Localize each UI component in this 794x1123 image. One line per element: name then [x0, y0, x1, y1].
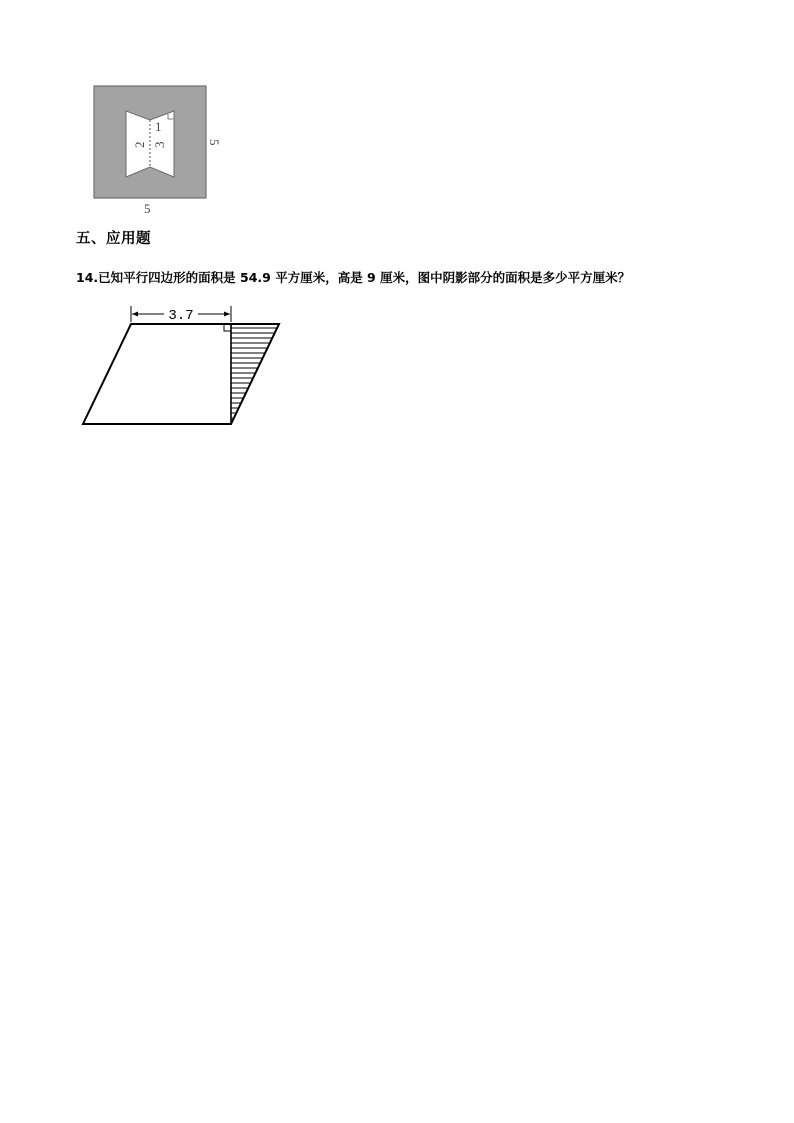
parallelogram-outline — [83, 324, 279, 424]
label-top-length: 3.7 — [168, 308, 194, 324]
section-heading: 五、应用题 — [76, 231, 151, 247]
square-figure-svg — [84, 78, 234, 218]
label-dim-notch: 1 — [155, 119, 162, 134]
parallelogram-figure — [74, 296, 288, 432]
square-figure — [84, 78, 234, 218]
parallelogram-figure-svg — [74, 296, 288, 432]
label-side-right: 5 — [207, 139, 222, 146]
right-angle-mark-2 — [224, 324, 231, 331]
question-14-text: 14.已知平行四边形的面积是 54.9 平方厘米，高是 9 厘米，图中阴影部分的面积是多少平方厘米？ — [76, 270, 631, 285]
label-dim-left: 2 — [132, 141, 147, 148]
label-dim-right: 3 — [152, 141, 167, 148]
dim-arrow-left — [132, 312, 138, 317]
dim-arrow-right — [224, 312, 230, 317]
label-side-bottom: 5 — [144, 201, 151, 216]
